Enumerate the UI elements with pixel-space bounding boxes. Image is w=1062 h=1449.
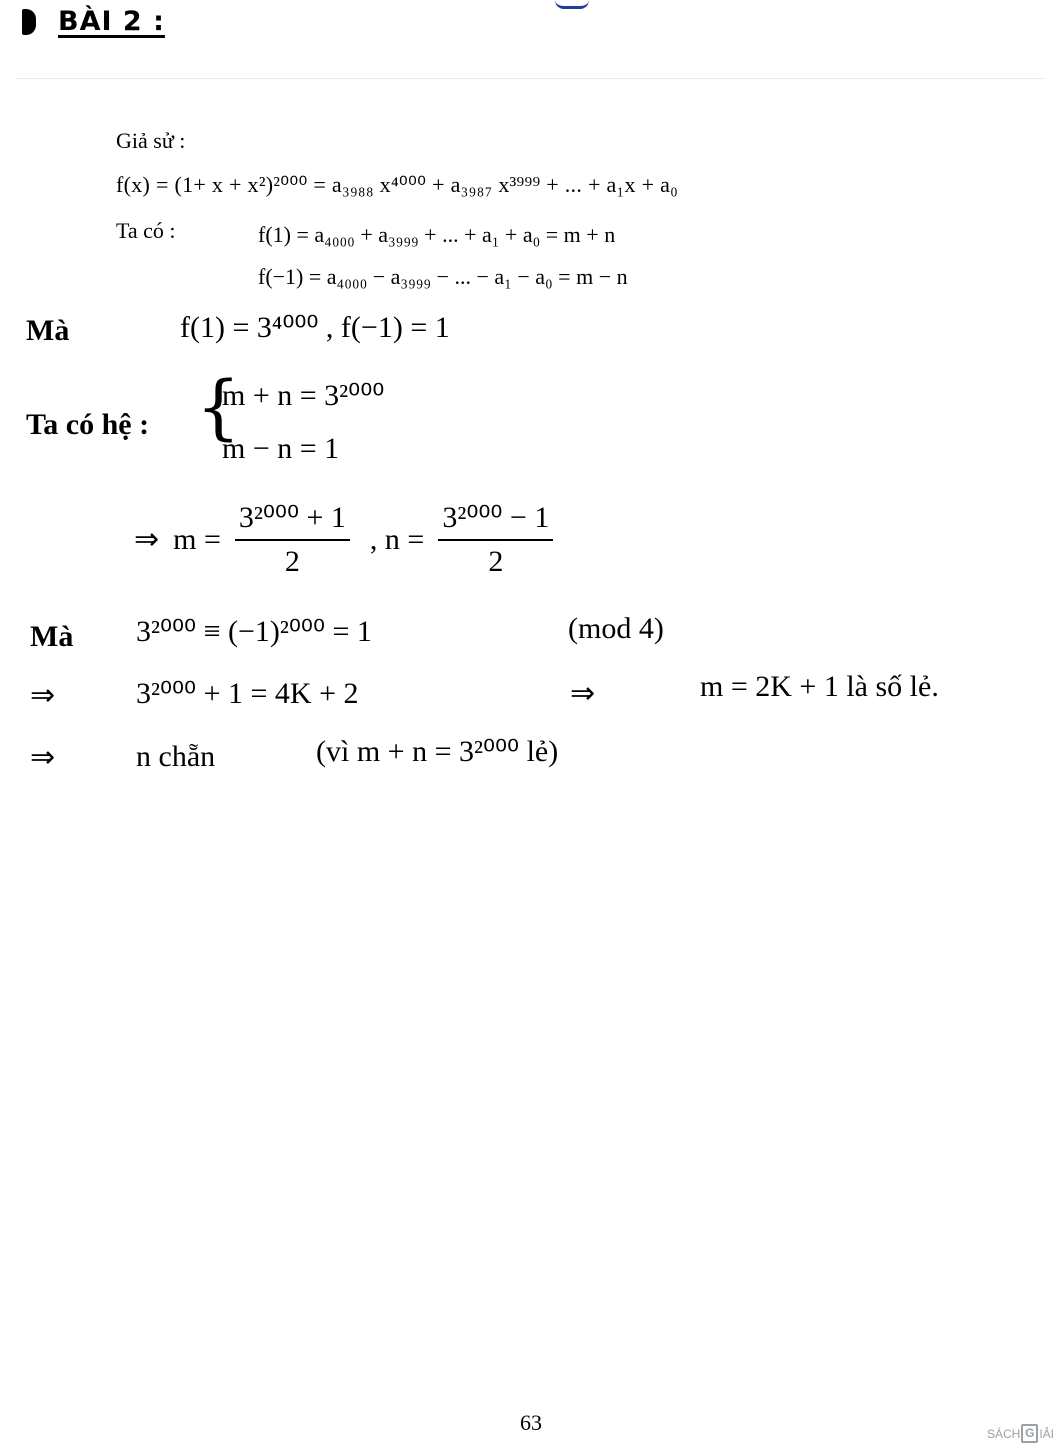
system-eq1: m + n = 3²⁰⁰⁰ — [222, 379, 385, 412]
mod-label: Mà — [30, 620, 74, 653]
mod-note: (mod 4) — [568, 612, 664, 645]
n-fraction — [438, 500, 553, 579]
ma-expression: f(1) = 3⁴⁰⁰⁰ , f(−1) = 1 — [180, 311, 450, 344]
m-odd-conclusion: m = 2K + 1 là số lẻ. — [700, 670, 939, 703]
system-label: Ta có hệ : — [26, 408, 150, 441]
implies-arrow: ⇒ — [30, 741, 56, 774]
m-numerator: 3²⁰⁰⁰ + 1 — [235, 500, 350, 541]
equation-f1: f(1) = a₄₀₀₀ + a₃₉₉₉ + ... + a₁ + a₀ = m + n — [258, 222, 616, 247]
intro-we-have: Ta có : — [116, 218, 176, 243]
divider — [15, 78, 1045, 79]
solution-line — [134, 500, 553, 579]
equation-f-minus-1: f(−1) = a₄₀₀₀ − a₃₉₉₉ − ... − a₁ − a₀ = m − n — [258, 264, 628, 289]
k-expression: 3²⁰⁰⁰ + 1 = 4K + 2 — [136, 677, 359, 710]
n-label: , n = — [369, 522, 425, 556]
implies-arrow: ⇒ — [30, 679, 56, 712]
mod-expression: 3²⁰⁰⁰ ≡ (−1)²⁰⁰⁰ = 1 — [136, 615, 372, 648]
ma-label: Mà — [26, 314, 70, 347]
n-numerator: 3²⁰⁰⁰ − 1 — [438, 500, 553, 541]
equation-main: f(x) = (1+ x + x²)²⁰⁰⁰ = a₃₉₈₈ x⁴⁰⁰⁰ + a₃₉₈₇ x³⁹⁹⁹ + ... + a₁x + a₀ — [116, 172, 679, 197]
m-denominator: 2 — [284, 545, 300, 578]
m-label: m = — [173, 522, 221, 556]
m-fraction — [235, 500, 350, 579]
n-even-reason: (vì m + n = 3²⁰⁰⁰ lẻ) — [316, 735, 559, 768]
bullet-icon — [22, 9, 36, 35]
implies-arrow: ⇒ — [570, 677, 596, 710]
n-even-conclusion: n chẵn — [136, 740, 216, 773]
watermark-logo: SÁCH G IẢI — [987, 1424, 1054, 1443]
page-number: 63 — [520, 1410, 542, 1435]
system-eq2: m − n = 1 — [222, 432, 340, 465]
exercise-title — [22, 6, 165, 37]
implies-arrow: ⇒ — [134, 523, 160, 556]
brace-icon: { — [196, 366, 241, 448]
n-denominator: 2 — [488, 545, 504, 578]
exercise-title-text: BÀI 2 : — [58, 6, 165, 37]
intro-assume: Giả sử : — [116, 128, 186, 153]
top-edge-mark — [555, 0, 589, 9]
